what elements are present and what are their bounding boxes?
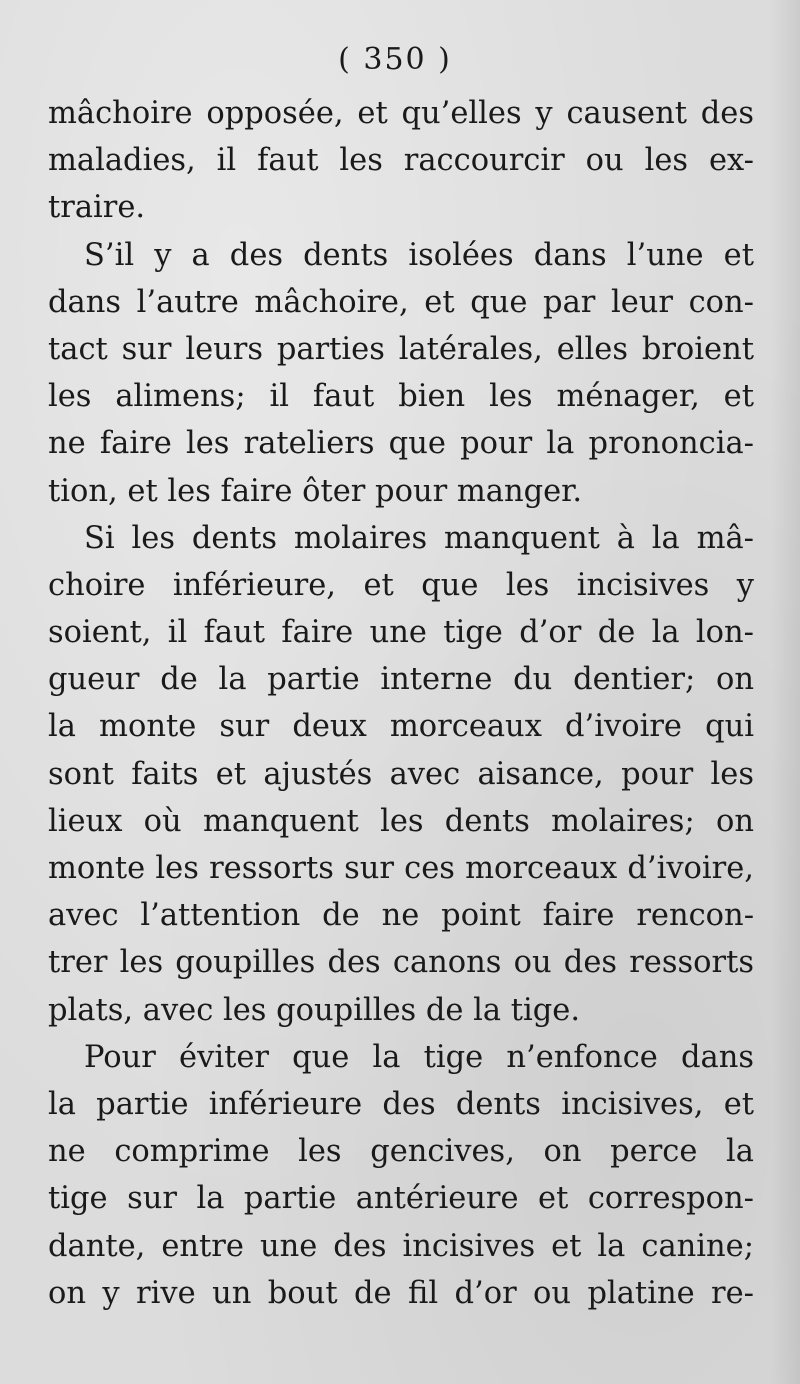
text-line: avec l’attention de ne point faire rencon- xyxy=(48,898,754,934)
text-line: dante, entre une des incisives et la canine; xyxy=(48,1228,754,1264)
text-line: Pour éviter que la tige n’enfonce dans xyxy=(84,1039,754,1075)
text-line: les alimens; il faut bien les ménager, et xyxy=(48,379,754,415)
text-line: tige sur la partie antérieure et correspon- xyxy=(48,1181,754,1217)
text-line: maladies, il faut les raccourcir ou les ex- xyxy=(48,143,754,179)
text-line: mâchoire opposée, et qu’elles y causent des xyxy=(48,96,754,131)
text-line: ne comprime les gencives, on perce la xyxy=(48,1134,754,1170)
text-line: traire. xyxy=(48,190,146,226)
body-text xyxy=(48,90,754,1317)
text-line: ne faire les rateliers que pour la prononcia- xyxy=(48,426,754,462)
text-line: S’il y a des dents isolées dans l’une et xyxy=(84,237,754,273)
page-number: ( 350 ) xyxy=(338,42,452,77)
text-line: monte les ressorts sur ces morceaux d’ivoire, xyxy=(48,851,754,886)
text-line: soient, il faut faire une tige d’or de la lon- xyxy=(48,615,754,651)
text-line: tact sur leurs parties latérales, elles broient xyxy=(48,331,754,367)
text-line: dans l’autre mâchoire, et que par leur con- xyxy=(48,284,754,320)
text-line: lieux où manquent les dents molaires; on xyxy=(48,803,754,839)
text-line: on y rive un bout de fil d’or ou platine re- xyxy=(48,1275,754,1311)
text-line: choire inférieure, et que les incisives y xyxy=(48,567,754,603)
text-line: la monte sur deux morceaux d’ivoire qui xyxy=(48,709,754,745)
text-line: tion, et les faire ôter pour manger. xyxy=(48,473,583,509)
text-line: trer les goupilles des canons ou des ressorts xyxy=(48,945,754,981)
text-line: sont faits et ajustés avec aisance, pour les xyxy=(48,756,754,792)
text-line: plats, avec les goupilles de la tige. xyxy=(48,992,581,1028)
text-line: Si les dents molaires manquent à la mâ- xyxy=(84,520,754,556)
page-edge-shadow xyxy=(770,0,800,1384)
text-line: gueur de la partie interne du dentier; on xyxy=(48,662,754,698)
text-line: la partie inférieure des dents incisives, et xyxy=(48,1086,754,1122)
